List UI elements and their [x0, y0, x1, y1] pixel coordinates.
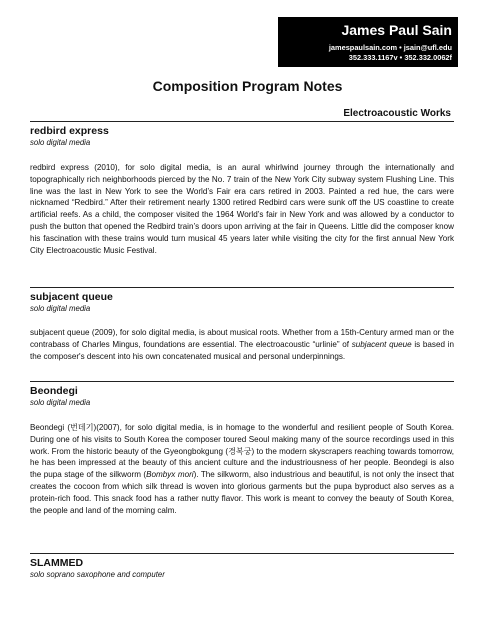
divider	[30, 121, 454, 122]
author-phone: 352.333.1167v • 352.332.0062f	[348, 53, 452, 62]
piece-description: subjacent queue (2009), for solo digital media, is about musical roots. Whether from a 15th-Century armed man or the contrabass of Charles Mingus, foundations are essential. The electroacoustic “urlinie” of subjacent queue is based in the composer's descent into his own concatenated musical and personal underpinnings.	[30, 328, 454, 361]
author-contact: jamespaulsain.com • jsain@ufl.edu	[328, 43, 452, 52]
piece-section	[30, 385, 454, 516]
page-title: Composition Program Notes	[152, 78, 343, 94]
piece-section	[30, 557, 454, 580]
piece-section	[30, 125, 454, 256]
piece-instrumentation: solo digital media	[30, 138, 91, 147]
author-name: James Paul Sain	[341, 22, 452, 38]
piece-description: Beondegi (번데기)(2007), for solo digital media, is in homage to the wonderful and resilient people of South Korea. During one of his visits to South Korea the composer toured Seoul making many of the source recordings used in this work. From the historic beauty of the Gyeongbokgung (경복궁) to the modern skyscrapers reaching towards tomorrow, he has been impressed at the beauty of this ancient culture and the industriousness of her people. Beondegi is also the pupa stage of the silkworm (Bombyx mori). The silkworm, also industrious and beautiful, is not only the insect that creates the cocoon from which silk thread is woven into glorious garments but the pupa byproduct also serves as a protein-rich food. This snack food has a rather nutty flavor. This work is meant to convey the beauty of South Korea, the people and land of the morning calm.	[30, 423, 454, 515]
piece-title: subjacent queue	[30, 291, 113, 303]
divider	[30, 381, 454, 382]
category-heading: Electroacoustic Works	[343, 108, 451, 119]
piece-instrumentation: solo digital media	[30, 304, 91, 313]
piece-title: redbird express	[30, 125, 109, 137]
divider	[30, 553, 454, 554]
piece-description: redbird express (2010), for solo digital media, is an aural whirlwind journey through the internationally and topographically rich neighborhoods pierced by the No. 7 train of the New York City subway system Flushing Line. This line was the last in New York to see the World’s Fair era cars retired in 2003. Painted a red hue, the cars were nicknamed “Redbird.” After their retirement nearly 1300 retired Redbird cars were sunk off the US coastline to create artificial reefs. As a child, the composer visited the 1964 World’s fair in New York and was allowed by a conductor to push the button that opened the Redbird train’s doors upon arriving at the fair in Queens. Little did the composer know his fascination with these trains would turn musical 45 years later while visiting the city for the first annual New York City Electroacoustic Music Festival.	[30, 163, 454, 255]
piece-instrumentation: solo digital media	[30, 398, 91, 407]
piece-title: SLAMMED	[30, 557, 84, 569]
piece-instrumentation: solo soprano saxophone and computer	[30, 570, 165, 579]
piece-section	[30, 291, 454, 362]
divider	[30, 287, 454, 288]
piece-title: Beondegi	[30, 385, 78, 397]
author-header	[278, 17, 458, 67]
